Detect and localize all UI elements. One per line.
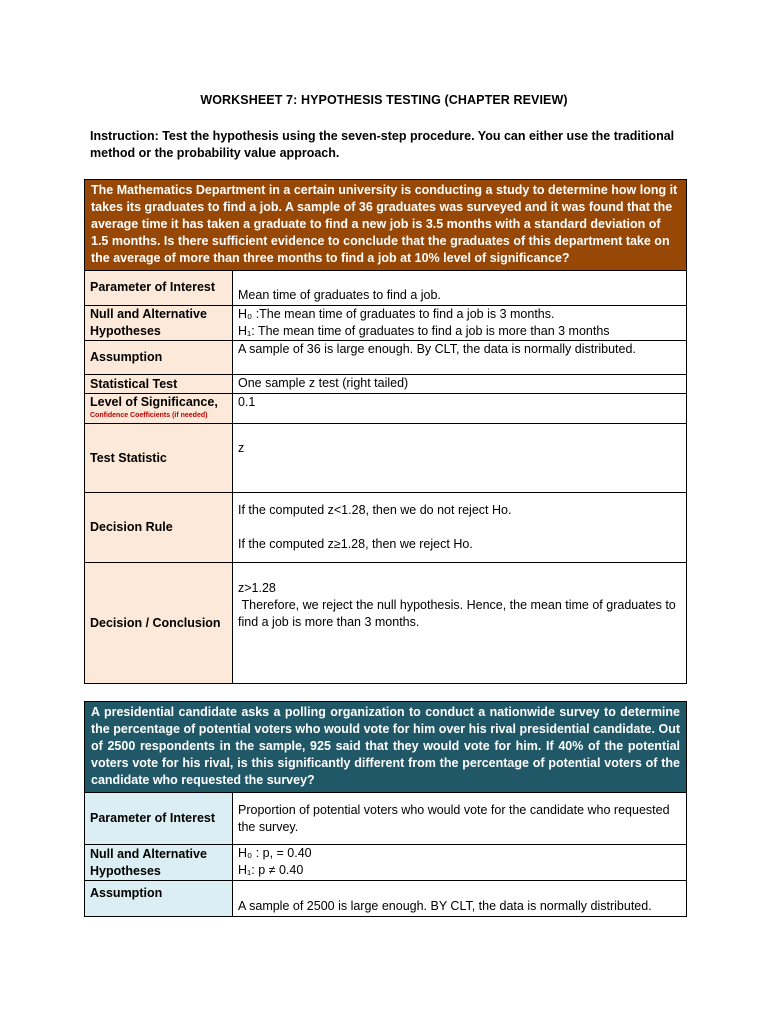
problem2-h0: H₀ : p, = 0.40 [238,846,312,860]
problem1-significance-sub: Confidence Coefficients (if needed) [90,412,208,419]
problem1-significance-label [85,394,233,424]
problem1-parameter-label: Parameter of Interest [85,271,233,306]
problem1-h0: H₀ :The mean time of graduates to find a job is 3 months. [238,307,555,321]
problem1-statement: The Mathematics Department in a certain university is conducting a study to determine how long it takes its graduates to find a job. A sample of 36 graduates was surveyed and it was found that the average time it has taken a graduate to find a new job is 3.5 months with a standard deviation of 1.5 months. Is there sufficient evidence to conclude that the graduates of this department take on the average of more than three months to find a job at 10% level of significance? [85,180,687,271]
problem1-conclusion-value [233,563,687,684]
problem1-significance-title: Level of Significance, [90,395,218,409]
problem1-parameter-value: Mean time of graduates to find a job. [233,271,687,306]
problem2-statement: A presidential candidate asks a polling organization to conduct a nationwide survey to determine the percentage of potential voters who would vote for him over his rival presidential candidate. Out of 2500 respondents in the sample, 925 said that they would vote for him. If 40% of the potential voters vote for his rival, is this significantly different from the percentage of potential voters of the candidate who requested the survey? [85,702,687,793]
problem2-hypotheses-value [233,845,687,881]
problem1-statistic-value: z [233,424,687,493]
problem1-conclusion-2: Therefore, we reject the null hypothesis. Hence, the mean time of graduates to find a job is more than 3 months. [238,598,680,629]
problem1-assumption-value: A sample of 36 is large enough. By CLT, the data is normally distributed. [233,341,687,375]
problem1-test-label: Statistical Test [85,375,233,394]
problem1-conclusion-1: z>1.28 [238,581,276,595]
problem1-rule-1: If the computed z<1.28, then we do not reject Ho. [238,503,512,517]
problem1-assumption-label: Assumption [85,341,233,375]
problem2-assumption-value: A sample of 2500 is large enough. BY CLT, the data is normally distributed. [233,881,687,917]
problem1-rule-value [233,493,687,563]
problem2-parameter-label: Parameter of Interest [85,793,233,845]
problem2-parameter-value: Proportion of potential voters who would vote for the candidate who requested the survey. [233,793,687,845]
problem1-table [84,179,687,684]
problem1-significance-value: 0.1 [233,394,687,424]
problem1-rule-label: Decision Rule [85,493,233,563]
worksheet-instruction: Instruction: Test the hypothesis using the seven-step procedure. You can either use the traditional method or the probability value approach. [90,129,675,160]
problem1-statistic-label: Test Statistic [85,424,233,493]
problem2-table [84,701,687,917]
problem1-rule-2: If the computed z≥1.28, then we reject Ho. [238,537,473,551]
problem1-conclusion-label: Decision / Conclusion [85,563,233,684]
problem1-hypotheses-label: Null and Alternative Hypotheses [85,306,233,341]
problem1-hypotheses-value [233,306,687,341]
problem2-assumption-label: Assumption [85,881,233,917]
problem2-h1: H₁: p ≠ 0.40 [238,863,304,877]
problem2-hypotheses-label: Null and Alternative Hypotheses [85,845,233,881]
problem1-test-value: One sample z test (right tailed) [233,375,687,394]
worksheet-title: WORKSHEET 7: HYPOTHESIS TESTING (CHAPTER REVIEW) [200,93,568,107]
problem1-h1: H₁: The mean time of graduates to find a job is more than 3 months [238,324,610,338]
